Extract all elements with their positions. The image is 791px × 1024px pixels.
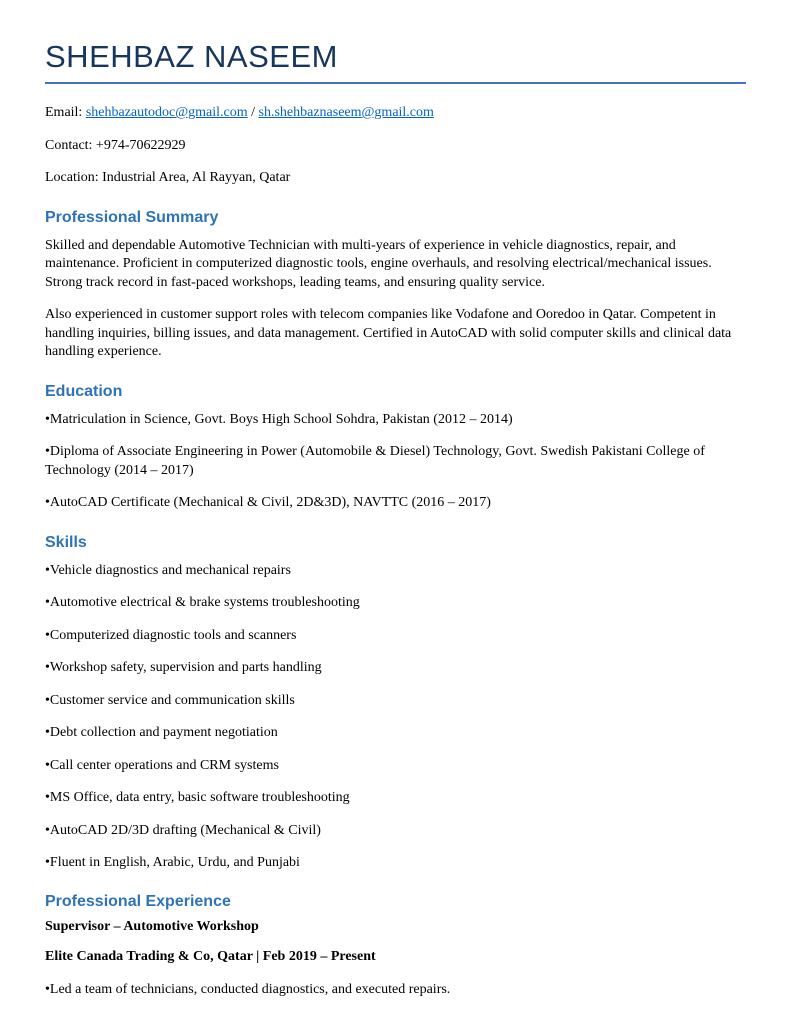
job-title: Supervisor – Automotive Workshop xyxy=(45,918,259,934)
section-heading-education: Education xyxy=(45,382,123,400)
skill-item: • Fluent in English, Arabic, Urdu, and Punjabi xyxy=(45,854,746,872)
email-separator: / xyxy=(247,105,259,121)
page-title: SHEHBAZ NASEEM xyxy=(45,39,338,74)
email-line xyxy=(45,104,746,122)
skill-item: • Workshop safety, supervision and parts handling xyxy=(45,659,746,677)
summary-paragraph: Also experienced in customer support roles with telecom companies like Vodafone and Ooredoo in Qatar. Competent in handling inquiries, billing issues, and data management. Certified in AutoCAD with solid computer skills and clinical data handling experience. xyxy=(45,307,732,360)
education-item: • Diploma of Associate Engineering in Power (Automobile & Diesel) Technology, Govt. Swedish Pakistani College of Technology (2014 – 2017) xyxy=(45,443,746,480)
section-heading-experience: Professional Experience xyxy=(45,893,231,911)
skill-item: • Automotive electrical & brake systems troubleshooting xyxy=(45,594,746,612)
skill-item: • Vehicle diagnostics and mechanical repairs xyxy=(45,562,746,580)
summary-paragraph: Skilled and dependable Automotive Technician with multi-years of experience in vehicle diagnostics, repair, and maintenance. Proficient in computerized diagnostic tools, engine overhauls, and resolving electrical/mechanical issues. Strong track record in fast-paced workshops, leading teams, and ensuring quality service. xyxy=(45,237,712,290)
experience-item: • Led a team of technicians, conducted diagnostics, and executed repairs. xyxy=(45,981,746,999)
email-link-secondary[interactable]: sh.shehbaznaseem@gmail.com xyxy=(258,105,434,121)
email-label: Email: xyxy=(45,105,86,121)
section-heading-summary: Professional Summary xyxy=(45,208,219,226)
skill-item: • AutoCAD 2D/3D drafting (Mechanical & Civil) xyxy=(45,822,746,840)
education-item: • AutoCAD Certificate (Mechanical & Civil, 2D&3D), NAVTTC (2016 – 2017) xyxy=(45,494,746,512)
email-link-primary[interactable]: shehbazautodoc@gmail.com xyxy=(85,105,248,121)
title-divider xyxy=(45,82,746,84)
contact-line: Contact: +974-70622929 xyxy=(45,137,186,153)
education-item: • Matriculation in Science, Govt. Boys High School Sohdra, Pakistan (2012 – 2014) xyxy=(45,411,746,429)
skill-item: • Debt collection and payment negotiation xyxy=(45,724,746,742)
skill-item: • Call center operations and CRM systems xyxy=(45,757,746,775)
skill-item: • MS Office, data entry, basic software troubleshooting xyxy=(45,789,746,807)
skill-item: • Customer service and communication skills xyxy=(45,692,746,710)
company-line: Elite Canada Trading & Co, Qatar | Feb 2019 – Present xyxy=(45,949,376,965)
skill-item: • Computerized diagnostic tools and scanners xyxy=(45,627,746,645)
section-heading-skills: Skills xyxy=(45,533,87,551)
location-line: Location: Industrial Area, Al Rayyan, Qatar xyxy=(45,170,291,186)
